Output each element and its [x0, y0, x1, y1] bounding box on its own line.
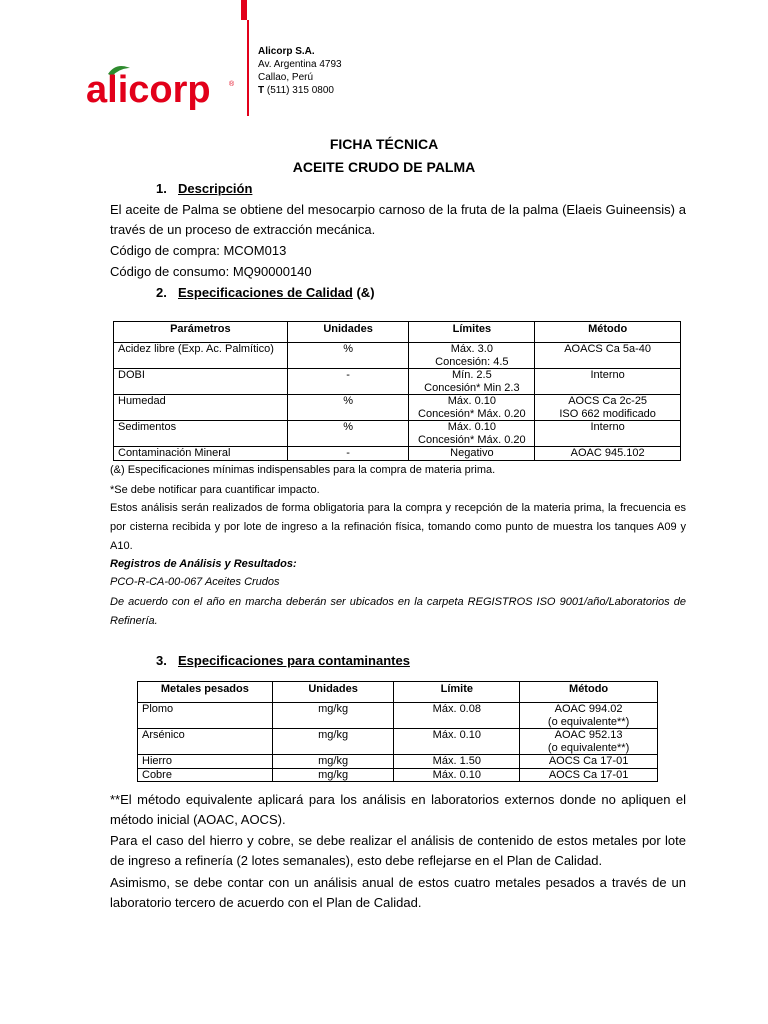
limit-cell: [409, 343, 535, 369]
method-equivalent: (o equivalente**): [547, 741, 630, 754]
unit-cell: %: [287, 343, 409, 369]
section3-title: Especificaciones para contaminantes: [178, 653, 410, 668]
company-address-2: Callao, Perú: [258, 72, 314, 83]
method-cell: Interno: [535, 369, 681, 395]
section3-number: 3.: [156, 653, 167, 668]
table-row: [138, 755, 658, 769]
unit-cell: %: [287, 421, 409, 447]
limit-cell: Negativo: [409, 447, 535, 461]
note-annual-analysis: Asimismo, se debe contar con un análisis anual de estos cuatro metales pesados a través de un laboratorio tercero de acuerdo con el Plan de Calidad.: [110, 875, 686, 910]
limit-line: Máx. 0.10: [447, 421, 497, 433]
doc-subtitle: ACEITE CRUDO DE PALMA: [292, 159, 476, 175]
limit-cell: Máx. 0.10: [394, 768, 520, 782]
col-header-metals: Metales pesados: [138, 682, 273, 703]
method-equivalent: (o equivalente**): [547, 715, 630, 728]
company-phone: (511) 315 0800: [264, 85, 334, 96]
unit-cell: mg/kg: [272, 703, 394, 729]
note-iron-copper: Para el caso del hierro y cobre, se debe realizar el análisis de contenido de estos metales por lote de ingreso a refinería (2 lotes semanales), esto debe reflejarse en el Plan de Calidad.: [110, 833, 686, 868]
section3-heading: [156, 653, 410, 668]
table-row: [114, 395, 681, 421]
param-cell: Humedad: [114, 395, 288, 421]
limit-concession: Concesión* Min 2.3: [424, 381, 520, 394]
metal-cell: Hierro: [138, 755, 273, 769]
limit-line: Máx. 3.0: [450, 343, 493, 355]
description-paragraph: El aceite de Palma se obtiene del mesocarpio carnoso de la fruta de la palma (Elaeis Guineensis) a través de un proceso de extracción mecánica.: [110, 202, 686, 237]
metal-cell: Cobre: [138, 768, 273, 782]
method-line: AOAC 952.13: [554, 729, 623, 741]
note-minimum-specs: (&) Especificaciones mínimas indispensables para la compra de materia prima.: [110, 464, 496, 476]
method-cell: [520, 729, 658, 755]
limit-cell: [409, 421, 535, 447]
col-header-limit: Límite: [394, 682, 520, 703]
records-line-1: PCO-R-CA-00-067 Aceites Crudos: [110, 576, 280, 588]
company-block: [258, 45, 342, 97]
unit-cell: mg/kg: [272, 755, 394, 769]
method-line-2: ISO 662 modificado: [559, 407, 656, 420]
header-red-line: [247, 20, 249, 116]
limit-cell: Máx. 0.08: [394, 703, 520, 729]
company-phone-line: [258, 84, 342, 97]
table-row: [114, 369, 681, 395]
method-cell: Interno: [535, 421, 681, 447]
doc-title: FICHA TÉCNICA: [329, 136, 439, 152]
limit-cell: [409, 395, 535, 421]
records-line-2: De acuerdo con el año en marcha deberán ser ubicados en la carpeta REGISTROS ISO 9001/año/Laboratorios de Refinería.: [110, 596, 686, 627]
company-name: Alicorp S.A.: [258, 46, 315, 57]
quality-spec-table: [113, 321, 681, 461]
param-cell: DOBI: [114, 369, 288, 395]
logo-wordmark: alicorp: [86, 69, 211, 111]
purchase-code: Código de compra: MCOM013: [110, 243, 287, 258]
param-cell: Acidez libre (Exp. Ac. Palmítico): [114, 343, 288, 369]
limit-line: Máx. 0.10: [447, 395, 497, 407]
col-header-method: Método: [520, 682, 658, 703]
contaminants-table: [137, 681, 658, 782]
method-line: AOCS Ca 2c-25: [568, 395, 648, 407]
table-row: [114, 421, 681, 447]
table-row: [114, 447, 681, 461]
note-notify-impact: *Se debe notificar para cuantificar impacto.: [110, 484, 320, 496]
limit-cell: Máx. 0.10: [394, 729, 520, 755]
col-header-limits: Límites: [409, 322, 535, 343]
section1-title: Descripción: [178, 181, 253, 196]
col-header-units: Unidades: [272, 682, 394, 703]
section2-heading: [156, 285, 375, 300]
section2-number: 2.: [156, 285, 167, 300]
registered-mark: ®: [229, 81, 235, 88]
table-header-row: [114, 322, 681, 343]
param-cell: Contaminación Mineral: [114, 447, 288, 461]
limit-concession: Concesión* Máx. 0.20: [418, 433, 526, 446]
table-row: [138, 768, 658, 782]
unit-cell: mg/kg: [272, 729, 394, 755]
unit-cell: -: [287, 369, 409, 395]
limit-concession: Concesión: 4.5: [435, 355, 509, 368]
table-header-row: [138, 682, 658, 703]
metal-cell: Arsénico: [138, 729, 273, 755]
method-cell: AOACS Ca 5a-40: [535, 343, 681, 369]
method-cell: AOCS Ca 17-01: [520, 768, 658, 782]
company-address-1: Av. Argentina 4793: [258, 59, 342, 70]
unit-cell: mg/kg: [272, 768, 394, 782]
method-cell: AOAC 945.102: [535, 447, 681, 461]
limit-cell: [409, 369, 535, 395]
method-cell: [520, 703, 658, 729]
consumption-code: Código de consumo: MQ90000140: [110, 264, 312, 279]
col-header-parameters: Parámetros: [114, 322, 288, 343]
limit-concession: Concesión* Máx. 0.20: [418, 407, 526, 420]
limit-line: Mín. 2.5: [451, 369, 492, 381]
method-cell: [535, 395, 681, 421]
param-cell: Sedimentos: [114, 421, 288, 447]
col-header-units: Unidades: [287, 322, 409, 343]
unit-cell: %: [287, 395, 409, 421]
method-cell: AOCS Ca 17-01: [520, 755, 658, 769]
header-red-bar: [241, 0, 247, 20]
note-equivalent-method: **El método equivalente aplicará para los análisis en laboratorios externos donde no apliquen el método inicial (AOAC, AOCS).: [110, 792, 686, 827]
method-line: AOAC 994.02: [554, 703, 623, 715]
note-analysis-frequency: Estos análisis serán realizados de forma obligatoria para la compra y recepción de la materia prima, la frecuencia es por cisterna recibida y por lote de ingreso a la refinación física, tomando como punto de muestra los tanques A09 y A10.: [110, 502, 686, 552]
limit-cell: Máx. 1.50: [394, 755, 520, 769]
table-row: [114, 343, 681, 369]
section1-heading: [156, 181, 252, 196]
section2-title: Especificaciones de Calidad: [178, 285, 353, 300]
table-row: [138, 703, 658, 729]
table-row: [138, 729, 658, 755]
section1-number: 1.: [156, 181, 167, 196]
col-header-method: Método: [535, 322, 681, 343]
alicorp-logo: [86, 64, 246, 112]
phone-prefix: T: [258, 85, 265, 96]
unit-cell: -: [287, 447, 409, 461]
records-title: Registros de Análisis y Resultados:: [110, 558, 297, 570]
metal-cell: Plomo: [138, 703, 273, 729]
section2-suffix: (&): [352, 285, 375, 300]
